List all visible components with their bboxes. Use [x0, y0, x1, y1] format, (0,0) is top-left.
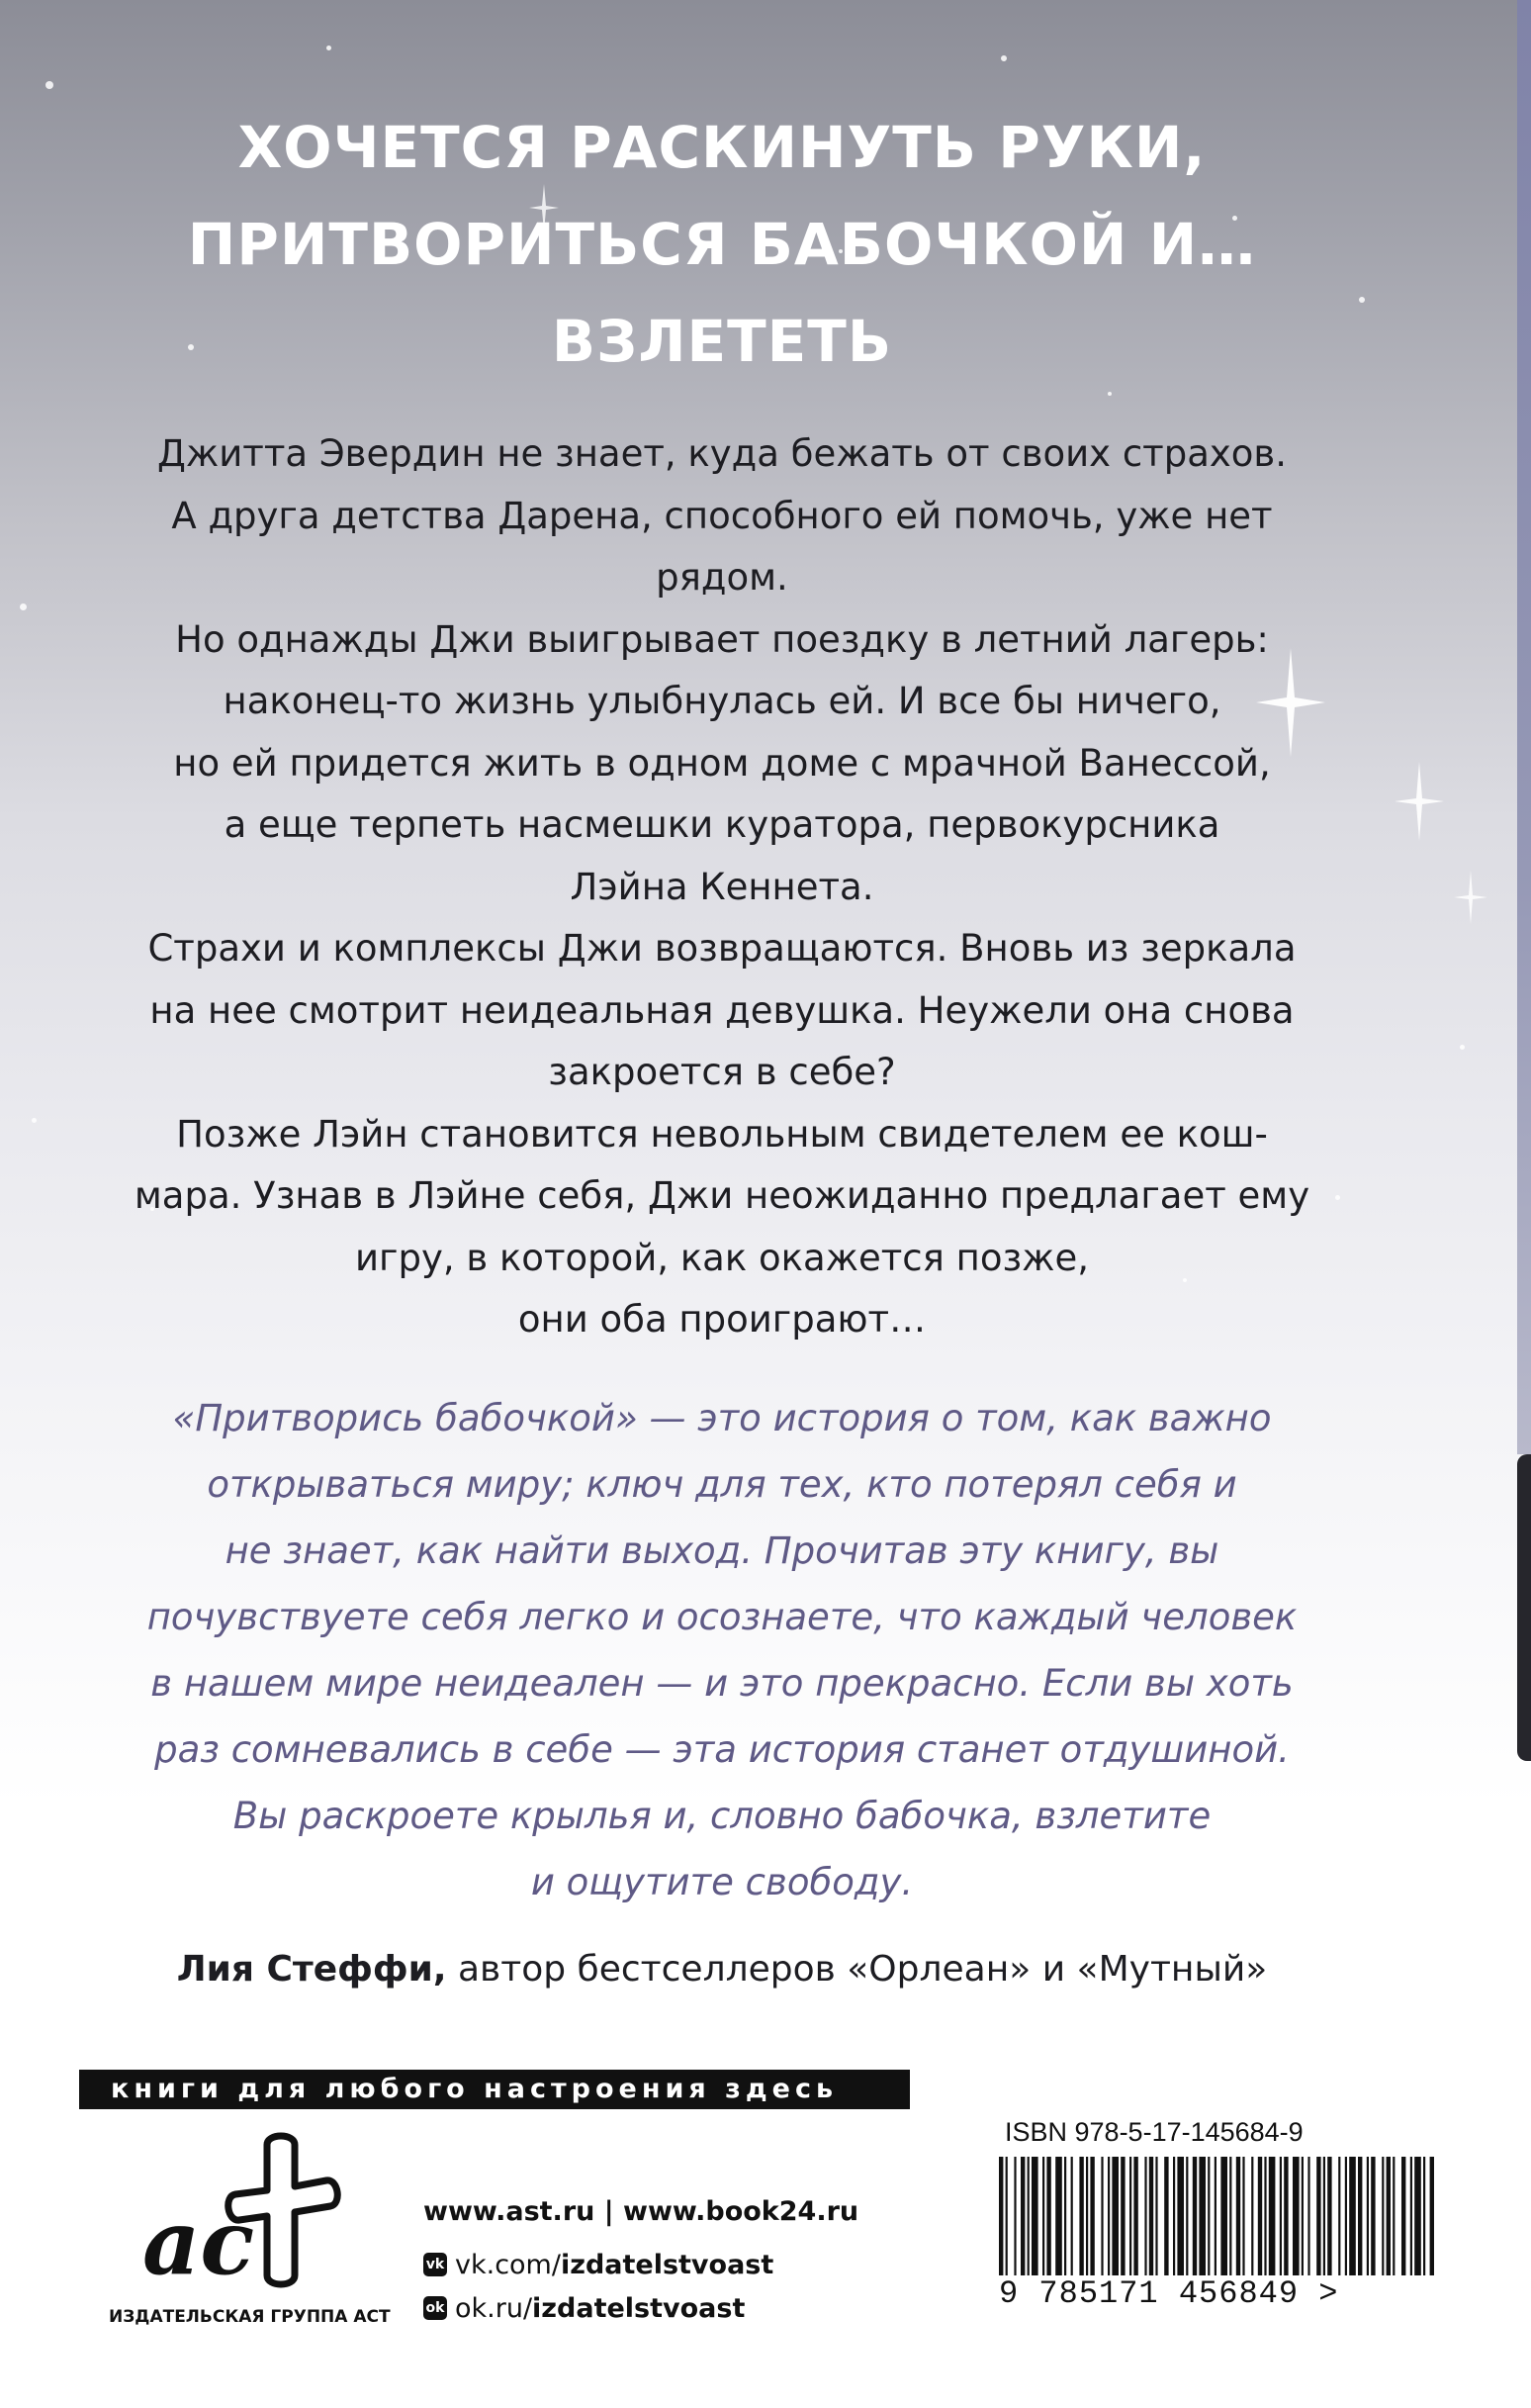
- publisher-name: ИЗДАТЕЛЬСКАЯ ГРУППА АСТ: [109, 2307, 391, 2327]
- review-line: «Притворись бабочкой» — это история о том, как важно: [172, 1397, 1272, 1439]
- website-links[interactable]: www.ast.ru | www.book24.ru: [423, 2195, 859, 2227]
- vk-link[interactable]: [423, 2243, 858, 2286]
- star-dot: [32, 1118, 37, 1123]
- review-line: в нашем мире неидеален — и это прекрасно. Если вы хоть: [150, 1662, 1294, 1705]
- credit-text: автор бестселлеров «Орлеан» и «Мутный»: [446, 1949, 1268, 1990]
- synopsis-line: а еще терпеть насмешки куратора, первокурсника: [224, 803, 1220, 846]
- sparkle-icon: [1454, 871, 1487, 924]
- isbn-label: ISBN 978-5-17-145684-9: [1005, 2117, 1304, 2147]
- review-line: и ощутите свободу.: [530, 1861, 914, 1903]
- tagline-bar: книги для любого настроения здесь: [79, 2070, 910, 2109]
- right-edge-notch: [1517, 1454, 1531, 1761]
- synopsis-line: но ей придется жить в одном доме с мрачной Ванессой,: [173, 741, 1271, 785]
- synopsis-line: Страхи и комплексы Джи возвращаются. Вновь из зеркала: [147, 927, 1297, 970]
- headline: [0, 99, 1444, 390]
- synopsis-line: Лэйна Кеннета.: [570, 865, 874, 908]
- star-dot: [45, 81, 53, 89]
- review-line: не знает, как найти выход. Прочитав эту книгу, вы: [225, 1529, 1219, 1572]
- synopsis-line: наконец-то жизнь улыбнулась ей. И все бы ничего,: [223, 680, 1221, 722]
- sparkle-icon: [1395, 762, 1444, 841]
- synopsis-line: они оба проиграют…: [517, 1298, 927, 1341]
- credit-author: Лия Стеффи,: [176, 1949, 447, 1990]
- ok-icon: ok: [423, 2296, 447, 2320]
- star-dot: [326, 46, 331, 50]
- vk-handle: izdatelstvoast: [560, 2249, 774, 2280]
- barcode-number: 9 785171 456849 >: [999, 2275, 1339, 2312]
- ast-logo: [129, 2125, 366, 2293]
- synopsis-line: на нее смотрит неидеальная девушка. Неужели она снова: [149, 988, 1295, 1032]
- star-dot: [20, 603, 27, 610]
- barcode-block: [999, 2117, 1454, 2325]
- synopsis-line: Джитта Эвердин не знает, куда бежать от своих страхов.: [157, 432, 1287, 475]
- star-dot: [1108, 392, 1112, 396]
- headline-line: ПРИТВОРИТЬСЯ БАБОЧКОЙ И…: [187, 211, 1257, 278]
- synopsis-line: закроется в себе?: [548, 1051, 896, 1093]
- synopsis-line: Но однажды Джи выигрывает поездку в летний лагерь:: [175, 617, 1269, 661]
- synopsis-line: А друга детства Дарена, способного ей помочь, уже нет: [171, 494, 1273, 537]
- star-dot: [1001, 55, 1007, 61]
- review-quote: [79, 1385, 1365, 1915]
- review-line: почувствуете себя легко и осознаете, что каждый человек: [146, 1596, 1298, 1638]
- review-line: раз сомневались в себе — эта история станет отдушиной.: [154, 1728, 1290, 1771]
- right-edge-stripe: [1517, 0, 1531, 1454]
- ok-link[interactable]: [423, 2286, 858, 2330]
- synopsis: [89, 423, 1355, 1351]
- review-credit: [0, 1949, 1444, 1990]
- synopsis-line: игру, в которой, как окажется позже,: [355, 1236, 1089, 1279]
- vk-icon: vk: [423, 2253, 447, 2276]
- synopsis-line: рядом.: [656, 556, 788, 599]
- barcode-icon: [999, 2157, 1434, 2275]
- review-line: Вы раскроете крылья и, словно бабочка, взлетите: [232, 1795, 1212, 1837]
- review-line: открываться миру; ключ для тех, кто потерял себя и: [207, 1463, 1237, 1506]
- vk-prefix: vk.com/: [455, 2249, 561, 2280]
- ok-handle: izdatelstvoast: [532, 2292, 746, 2324]
- headline-line: ВЗЛЕТЕТЬ: [551, 308, 893, 375]
- ok-prefix: ok.ru/: [455, 2292, 533, 2324]
- synopsis-line: мара. Узнав в Лэйне себя, Джи неожиданно предлагает ему: [134, 1174, 1310, 1217]
- headline-line: ХОЧЕТСЯ РАСКИНУТЬ РУКИ,: [237, 114, 1207, 181]
- logo-text: ac: [142, 2190, 255, 2293]
- star-dot: [1460, 1045, 1465, 1050]
- publisher-contacts: [423, 2189, 858, 2330]
- synopsis-line: Позже Лэйн становится невольным свидетелем ее кош-: [176, 1112, 1268, 1156]
